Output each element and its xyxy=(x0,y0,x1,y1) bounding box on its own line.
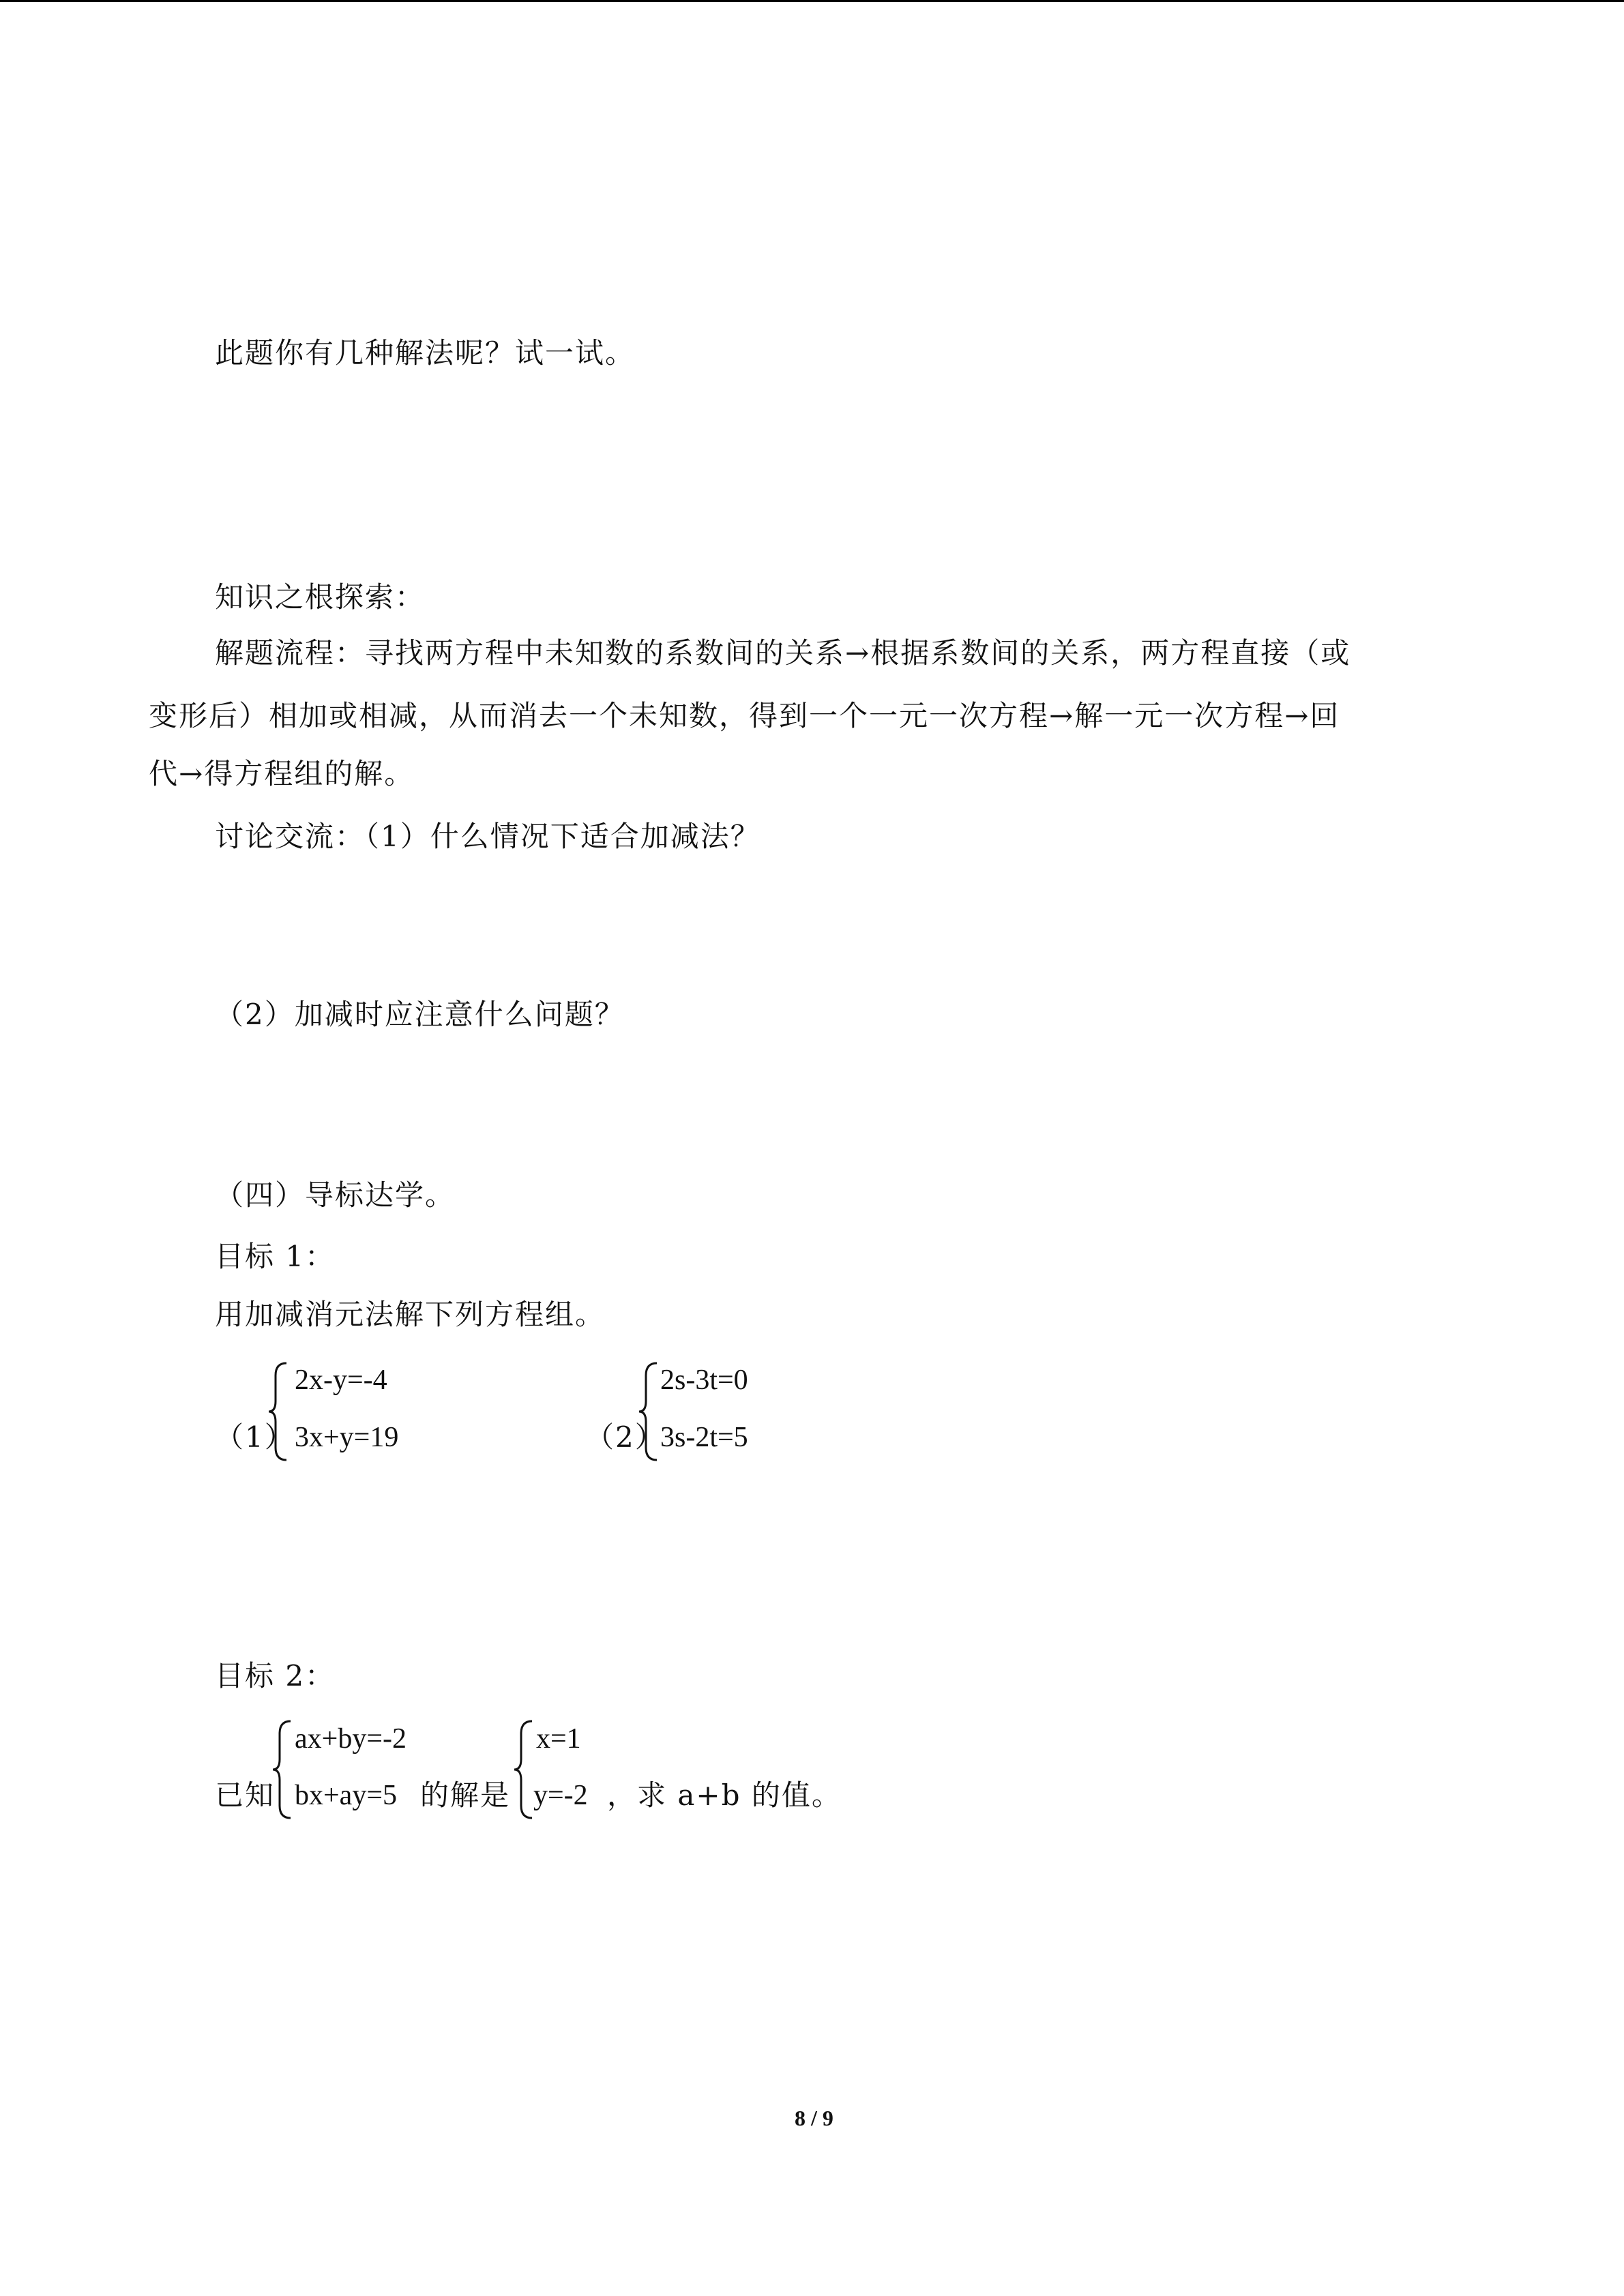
system-1-equation-1: 2x-y=-4 xyxy=(295,1365,387,1396)
system-2-equation-1: 2s-3t=0 xyxy=(660,1365,748,1396)
goal-2-solution-y: y=-2 xyxy=(533,1780,588,1811)
procedure-line-1: 解题流程：寻找两方程中未知数的系数间的关系→根据系数间的关系，两方程直接（或 xyxy=(215,636,1351,670)
goal-2-heading: 目标 2： xyxy=(215,1659,336,1693)
system-2-equation-2: 3s-2t=5 xyxy=(660,1422,748,1453)
goal-1-instruction: 用加减消元法解下列方程组。 xyxy=(215,1298,606,1331)
top-border-line xyxy=(0,0,1624,2)
paragraph-question: 此题你有几种解法呢？试一试。 xyxy=(215,336,636,370)
system-1-label: （1） xyxy=(215,1420,295,1454)
goal-2-prefix: 已知 xyxy=(215,1778,276,1812)
system-2-brace xyxy=(638,1360,661,1463)
system-1-brace xyxy=(267,1360,291,1463)
goal-2-solution-brace xyxy=(513,1718,536,1821)
procedure-line-2: 变形后）相加或相减，从而消去一个未知数，得到一个一元一次方程→解一元一次方程→回 xyxy=(149,699,1340,732)
discussion-question-1: 讨论交流：（1）什么情况下适合加减法？ xyxy=(215,820,761,853)
goal-2-system-brace xyxy=(271,1718,295,1821)
system-2-label: （2） xyxy=(585,1420,665,1454)
section-knowledge-heading: 知识之根探索： xyxy=(215,580,426,614)
goal-2-equation-1: ax+by=-2 xyxy=(295,1723,407,1755)
procedure-line-3: 代→得方程组的解。 xyxy=(149,757,415,790)
goal-2-middle-text: 的解是 xyxy=(420,1778,511,1812)
section-four-heading: （四）导标达学。 xyxy=(215,1178,456,1212)
goal-2-suffix: ，求 a+b 的值。 xyxy=(607,1778,842,1812)
goal-2-solution-x: x=1 xyxy=(536,1723,581,1755)
page-number: 8 / 9 xyxy=(795,2106,833,2130)
goal-2-equation-2: bx+ay=5 xyxy=(295,1780,398,1811)
discussion-question-2: （2）加减时应注意什么问题？ xyxy=(215,998,625,1031)
goal-1-heading: 目标 1： xyxy=(215,1240,336,1273)
system-1-equation-2: 3x+y=19 xyxy=(295,1422,399,1453)
